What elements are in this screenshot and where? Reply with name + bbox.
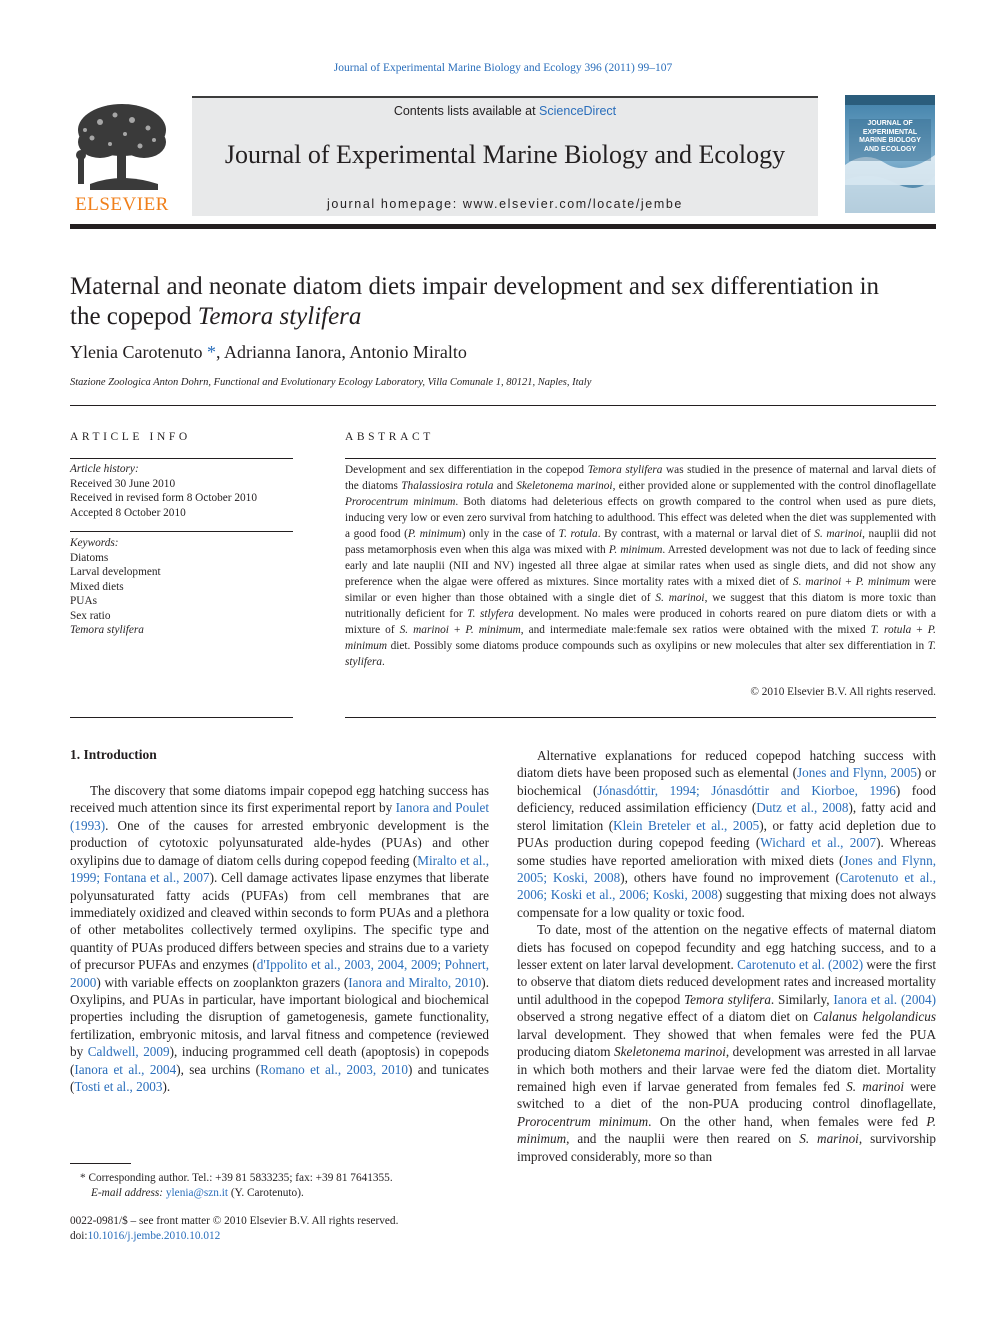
title-line <box>70 302 940 332</box>
citation-link[interactable]: d'Ippolito et al., 2003, 2004, 2009; Pohnert, 2000 <box>70 957 490 990</box>
citation-link[interactable]: Dutz et al., 2008 <box>756 800 849 816</box>
abstract-text: Development and sex differentiation in the copepod Temora stylifera was studied in the presence of maternal and larval diets of the diatoms Thalassiosira rotula and Skeletonema marinoi, either provided alone or supplemented with the control dinoflagellate Prorocentrum minimum. Both diatoms had deleterious effects on growth compared to the control when used as pure diets, inducing very low or even zero survival from hatching to adulthood. This effect was deleted when the diet was supplemented with a good food (P. minimum) only in the case of T. rotula. By contrast, with a maternal or larval diet of S. marinoi, nauplii did not pass metamorphosis even when this alga was mixed with P. minimum. Arrested development was not due to lack of feeding since early and late nauplii (NII and NV) ingested all three algae at similar rates when used as single diets, and did not show any preference when the algae were offered as mixtures. Since mortality rates with a mixed diet of S. marinoi + P. minimum were similar or even higher than those obtained with a single diet of S. marinoi, we suggest that this diatom is more toxic than nutritionally deficient for T. stlyfera development. No males were produced in cohorts reared on pure diatom diets or with a mixture of S. marinoi + P. minimum, and intermediate male:female sex ratios were obtained with the mixed T. rotula + P. minimum diet. Possibly some diatoms produce compounds such as oxylipins or new molecules that alter sex differentiation in T. stylifera. <box>345 464 936 668</box>
citation-link[interactable]: Carotenuto et al. (2002) <box>737 957 864 973</box>
citation-link[interactable]: Jónasdóttir, 1994; Jónasdóttir and Kiorboe, 1996 <box>597 782 896 798</box>
corresponding-author-link[interactable]: * <box>206 342 216 362</box>
history-label: Article history: <box>70 463 139 475</box>
citation-link[interactable]: Ianora and Miralto, 2010 <box>348 974 482 990</box>
journal-cover-image[interactable] <box>845 95 935 213</box>
keyword: Mixed diets <box>70 580 124 593</box>
citation-link[interactable]: Miralto et al., 1999; Fontana et al., 2007 <box>70 852 490 886</box>
journal-name: Journal of Experimental Marine Biology and Ecology <box>224 140 786 169</box>
article-info-heading: ARTICLE INFO <box>70 431 191 443</box>
author-names: , Adrianna Ianora, Antonio Miralto <box>215 342 467 362</box>
body-column-right <box>517 747 936 1165</box>
cover-line: AND ECOLOGY <box>863 145 917 153</box>
email-link[interactable]: ylenia@szn.it <box>165 1187 229 1199</box>
keyword: Sex ratio <box>70 609 111 622</box>
divider <box>70 458 293 459</box>
author-name: Ylenia Carotenuto <box>70 342 203 362</box>
doi-line <box>70 1229 398 1244</box>
divider <box>70 531 293 532</box>
section-heading: 1. Introduction <box>70 747 157 762</box>
title-line: Maternal and neonate diatom diets impair development and sex differentiation in <box>70 273 880 300</box>
author-list <box>70 342 940 363</box>
divider <box>70 717 293 718</box>
body-column-left <box>70 782 489 1096</box>
article-history <box>70 462 293 520</box>
keywords-label: Keywords: <box>70 537 119 549</box>
citation-link[interactable]: Jones and Flynn, 2005; Koski, 2008 <box>517 852 936 885</box>
paragraph: The discovery that some diatoms impair copepod egg hatching success has received much attention since its first experimental report by Ianora and Poulet (1993). One of the causes for arrested embryonic development is the production of cytotoxic polyunsaturated alde-hydes (PUAs) and other oxylipins due to damage of diatom cells during copepod feeding (Miralto et al., 1999; Fontana et al., 2007). Cell damage activates lipase enzymes that liberate polyunsaturated fatty acids (PUFAs) from cell membranes that are immediately oxidized and cleaved within seconds to form PUAs and a plethora of other metabolites collectively termed oxylipins. The specific type and quantity of PUAs produced differs between species and strains due to a variety of precursor PUFAs and enzymes (d'Ippolito et al., 2003, 2004, 2009; Pohnert, 2000) with variable effects on zooplankton grazers (Ianora and Miralto, 2010). Oxylipins, and PUAs in particular, have important biological and biochemical properties including the disruption of gametogenesis, gamete functionality, fertilization, embryonic mitosis, and larval fitness and competence (reviewed by Caldwell, 2009), inducing programmed cell death (apoptosis) in copepods (Ianora et al., 2004), sea urchins (Romano et al., 2003, 2010) and tunicates (Tosti et al., 2003). <box>70 783 490 1095</box>
citation-link[interactable]: Tosti et al., 2003 <box>74 1079 163 1095</box>
cover-title <box>849 120 931 154</box>
sciencedirect-link[interactable]: ScienceDirect <box>539 104 617 118</box>
affiliation: Stazione Zoologica Anton Dohrn, Functional and Evolutionary Ecology Laboratory, Villa Comunale 1, 80121, Naples, Italy <box>70 377 592 388</box>
keyword: Larval development <box>70 566 161 578</box>
divider <box>345 458 936 459</box>
title-rule <box>70 405 936 406</box>
divider <box>345 717 936 718</box>
title-species: Temora stylifera <box>197 303 362 330</box>
citation-link[interactable]: Wichard et al., 2007 <box>760 835 877 851</box>
front-matter <box>70 1214 398 1244</box>
doi-label: doi: <box>70 1230 88 1242</box>
email-suffix: (Y. Carotenuto). <box>228 1187 304 1199</box>
front-matter-line: 0022-0981/$ – see front matter © 2010 Elsevier B.V. All rights reserved. <box>70 1215 399 1227</box>
journal-citation[interactable]: Journal of Experimental Marine Biology and Ecology 396 (2011) 99–107 <box>333 62 673 74</box>
email-label: E-mail address: <box>91 1187 166 1199</box>
paragraph: To date, most of the attention on the negative effects of maternal diatom diets has focused on copepod fecundity and egg hatching success, and to a lesser extent on later larval development. Carotenuto et al. (2002) were the first to observe that diatom diets reduced development rates and increased mortality until adulthood in the copepod Temora stylifera. Similarly, Ianora et al. (2004) observed a strong negative effect of a diatom diet on Calanus helgolandicus larval development. They showed that when females were fed the PUA producing diatom Skeletonema marinoi, development was arrested in all larvae in which both mothers and their larvae were fed the diatom diet. Mortality remained high even if larvae generated from females fed S. marinoi were switched to a diet of the non-PUA producing control dinoflagellate, Prorocentrum minimum. On the other hand, when females were fed P. minimum, and the nauplii were then reared on S. marinoi, survivorship improved considerably, more so than <box>517 922 937 1164</box>
citation-link[interactable]: Ianora and Poulet (1993) <box>70 800 489 833</box>
corresponding-author-note: * Corresponding author. Tel.: +39 81 5833235; fax: +39 81 7641355. <box>80 1172 393 1184</box>
article-title <box>70 272 940 332</box>
email-note <box>91 1186 511 1201</box>
citation-link[interactable]: Carotenuto et al., 2006; Koski et al., 2006; Koski, 2008 <box>517 869 936 903</box>
title-text: the copepod <box>70 303 198 330</box>
paragraph: Alternative explanations for reduced copepod hatching success with diatom diets have been proposed such as elemental (Jones and Flynn, 2005) or biochemical (Jónasdóttir, 1994; Jónasdóttir and Kiorboe, 1996) food deficiency, reduced assimilation efficiency (Dutz et al., 2008), fatty acid and sterol limitation (Klein Breteler et al., 2005), or fatty acid depletion due to PUAs production during copepod feeding (Wichard et al., 2007). Whereas some studies have reported amelioration with mixed diets (Jones and Flynn, 2005; Koski, 2008), others have found no improvement (Carotenuto et al., 2006; Koski et al., 2006; Koski, 2008) suggesting that mixing does not always compensate for a low quality or toxic food. <box>517 748 936 920</box>
publisher-name: ELSEVIER <box>75 194 169 215</box>
keywords <box>70 536 293 638</box>
header-rule <box>70 224 936 229</box>
elsevier-logo[interactable] <box>70 100 174 215</box>
cover-line: EXPERIMENTAL <box>862 128 918 136</box>
history-item: Accepted 8 October 2010 <box>70 506 186 519</box>
citation-link[interactable]: Jones and Flynn, 2005 <box>797 765 917 781</box>
abstract-copyright: © 2010 Elsevier B.V. All rights reserved. <box>750 686 936 698</box>
keyword: PUAs <box>70 595 97 607</box>
keyword: Temora stylifera <box>70 624 144 636</box>
citation-link[interactable]: Caldwell, 2009 <box>87 1044 170 1060</box>
footnote-rule <box>70 1163 131 1164</box>
abstract-heading: ABSTRACT <box>345 431 434 443</box>
contents-line <box>192 104 818 118</box>
contents-prefix: Contents lists available at <box>393 104 540 118</box>
cover-line: MARINE BIOLOGY <box>859 137 921 144</box>
cover-line: JOURNAL OF <box>867 120 913 127</box>
journal-homepage[interactable]: journal homepage: www.elsevier.com/locate/jembe <box>327 197 683 211</box>
doi-link[interactable]: 10.1016/j.jembe.2010.10.012 <box>87 1230 221 1242</box>
citation-link[interactable]: Ianora et al., 2004 <box>74 1061 177 1077</box>
history-item: Received in revised form 8 October 2010 <box>70 492 257 504</box>
citation-link[interactable]: Klein Breteler et al., 2005 <box>613 817 760 833</box>
cover-wave-icon <box>845 95 935 213</box>
keyword: Diatoms <box>70 551 109 564</box>
history-item: Received 30 June 2010 <box>70 477 176 490</box>
citation-link[interactable]: Romano et al., 2003, 2010 <box>260 1061 408 1077</box>
citation-link[interactable]: Ianora et al. (2004) <box>833 991 937 1007</box>
